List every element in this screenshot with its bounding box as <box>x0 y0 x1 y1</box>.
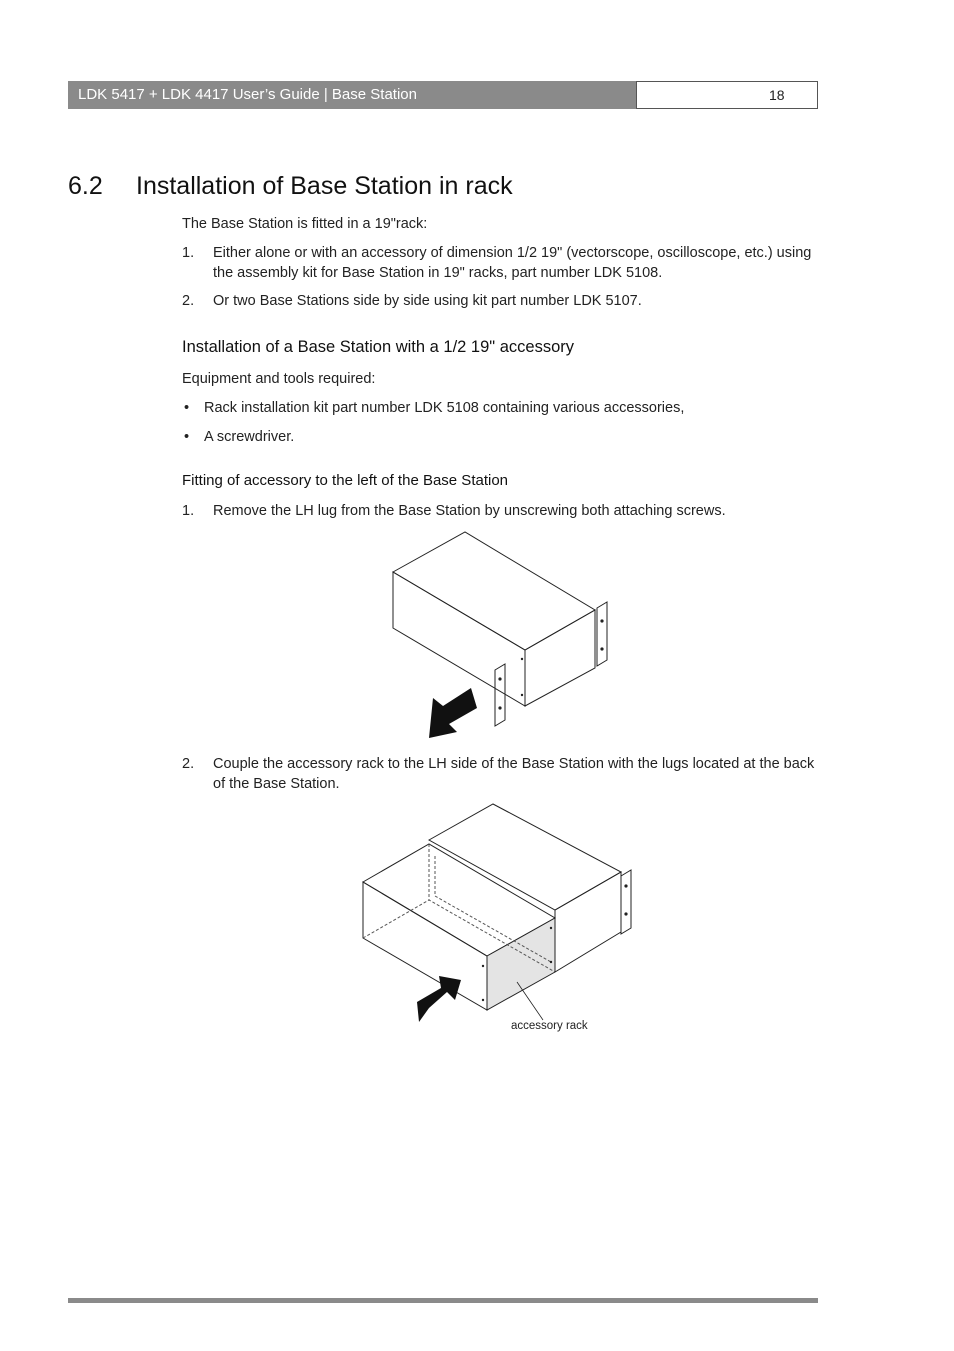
intro-text: The Base Station is fitted in a 19"rack: <box>182 216 428 232</box>
bullet-mark: • <box>184 400 190 416</box>
page-number-box <box>636 81 818 109</box>
step-item <box>182 501 822 521</box>
running-header <box>68 81 636 109</box>
equipment-intro: Equipment and tools required: <box>182 371 376 387</box>
option-text: Either alone or with an accessory of dimension 1/2 19" (vectorscope, oscilloscope, etc.) using the assembly kit for Base Station in 19" racks, part number LDK 5108. <box>213 245 812 281</box>
option-number: 2. <box>182 293 195 309</box>
bullet-mark: • <box>184 429 190 445</box>
section-title-text: Installation of Base Station in rack <box>136 172 513 200</box>
figure-callout-accessory-rack: accessory rack <box>511 1020 588 1032</box>
subsection-heading: Installation of a Base Station with a 1/2 19" accessory <box>182 338 574 356</box>
header-title: LDK 5417 + LDK 4417 User’s Guide | Base Station <box>78 86 417 103</box>
option-text: Or two Base Stations side by side using kit part number LDK 5107. <box>213 293 642 309</box>
option-item <box>182 291 822 311</box>
bullet-item <box>182 427 294 447</box>
footer-rule <box>68 1298 818 1303</box>
section-number: 6.2 <box>68 172 103 200</box>
step-text: Couple the accessory rack to the LH side of the Base Station with the lugs located at the back of the Base Station. <box>213 756 815 792</box>
bullet-text: Rack installation kit part number LDK 5108 containing various accessories, <box>204 400 685 416</box>
bullet-text: A screwdriver. <box>204 429 295 445</box>
option-number: 1. <box>182 245 195 261</box>
option-item <box>182 243 822 283</box>
fitting-heading: Fitting of accessory to the left of the Base Station <box>182 472 509 489</box>
figure-remove-lug <box>385 528 615 743</box>
step-text: Remove the LH lug from the Base Station by unscrewing both attaching screws. <box>213 503 726 519</box>
page-number: 18 <box>769 87 785 103</box>
figure-couple-accessory <box>355 800 640 1030</box>
step-number: 1. <box>182 503 195 519</box>
section-title <box>68 172 513 201</box>
step-number: 2. <box>182 756 195 772</box>
step-item <box>182 754 822 794</box>
bullet-item <box>182 398 684 418</box>
